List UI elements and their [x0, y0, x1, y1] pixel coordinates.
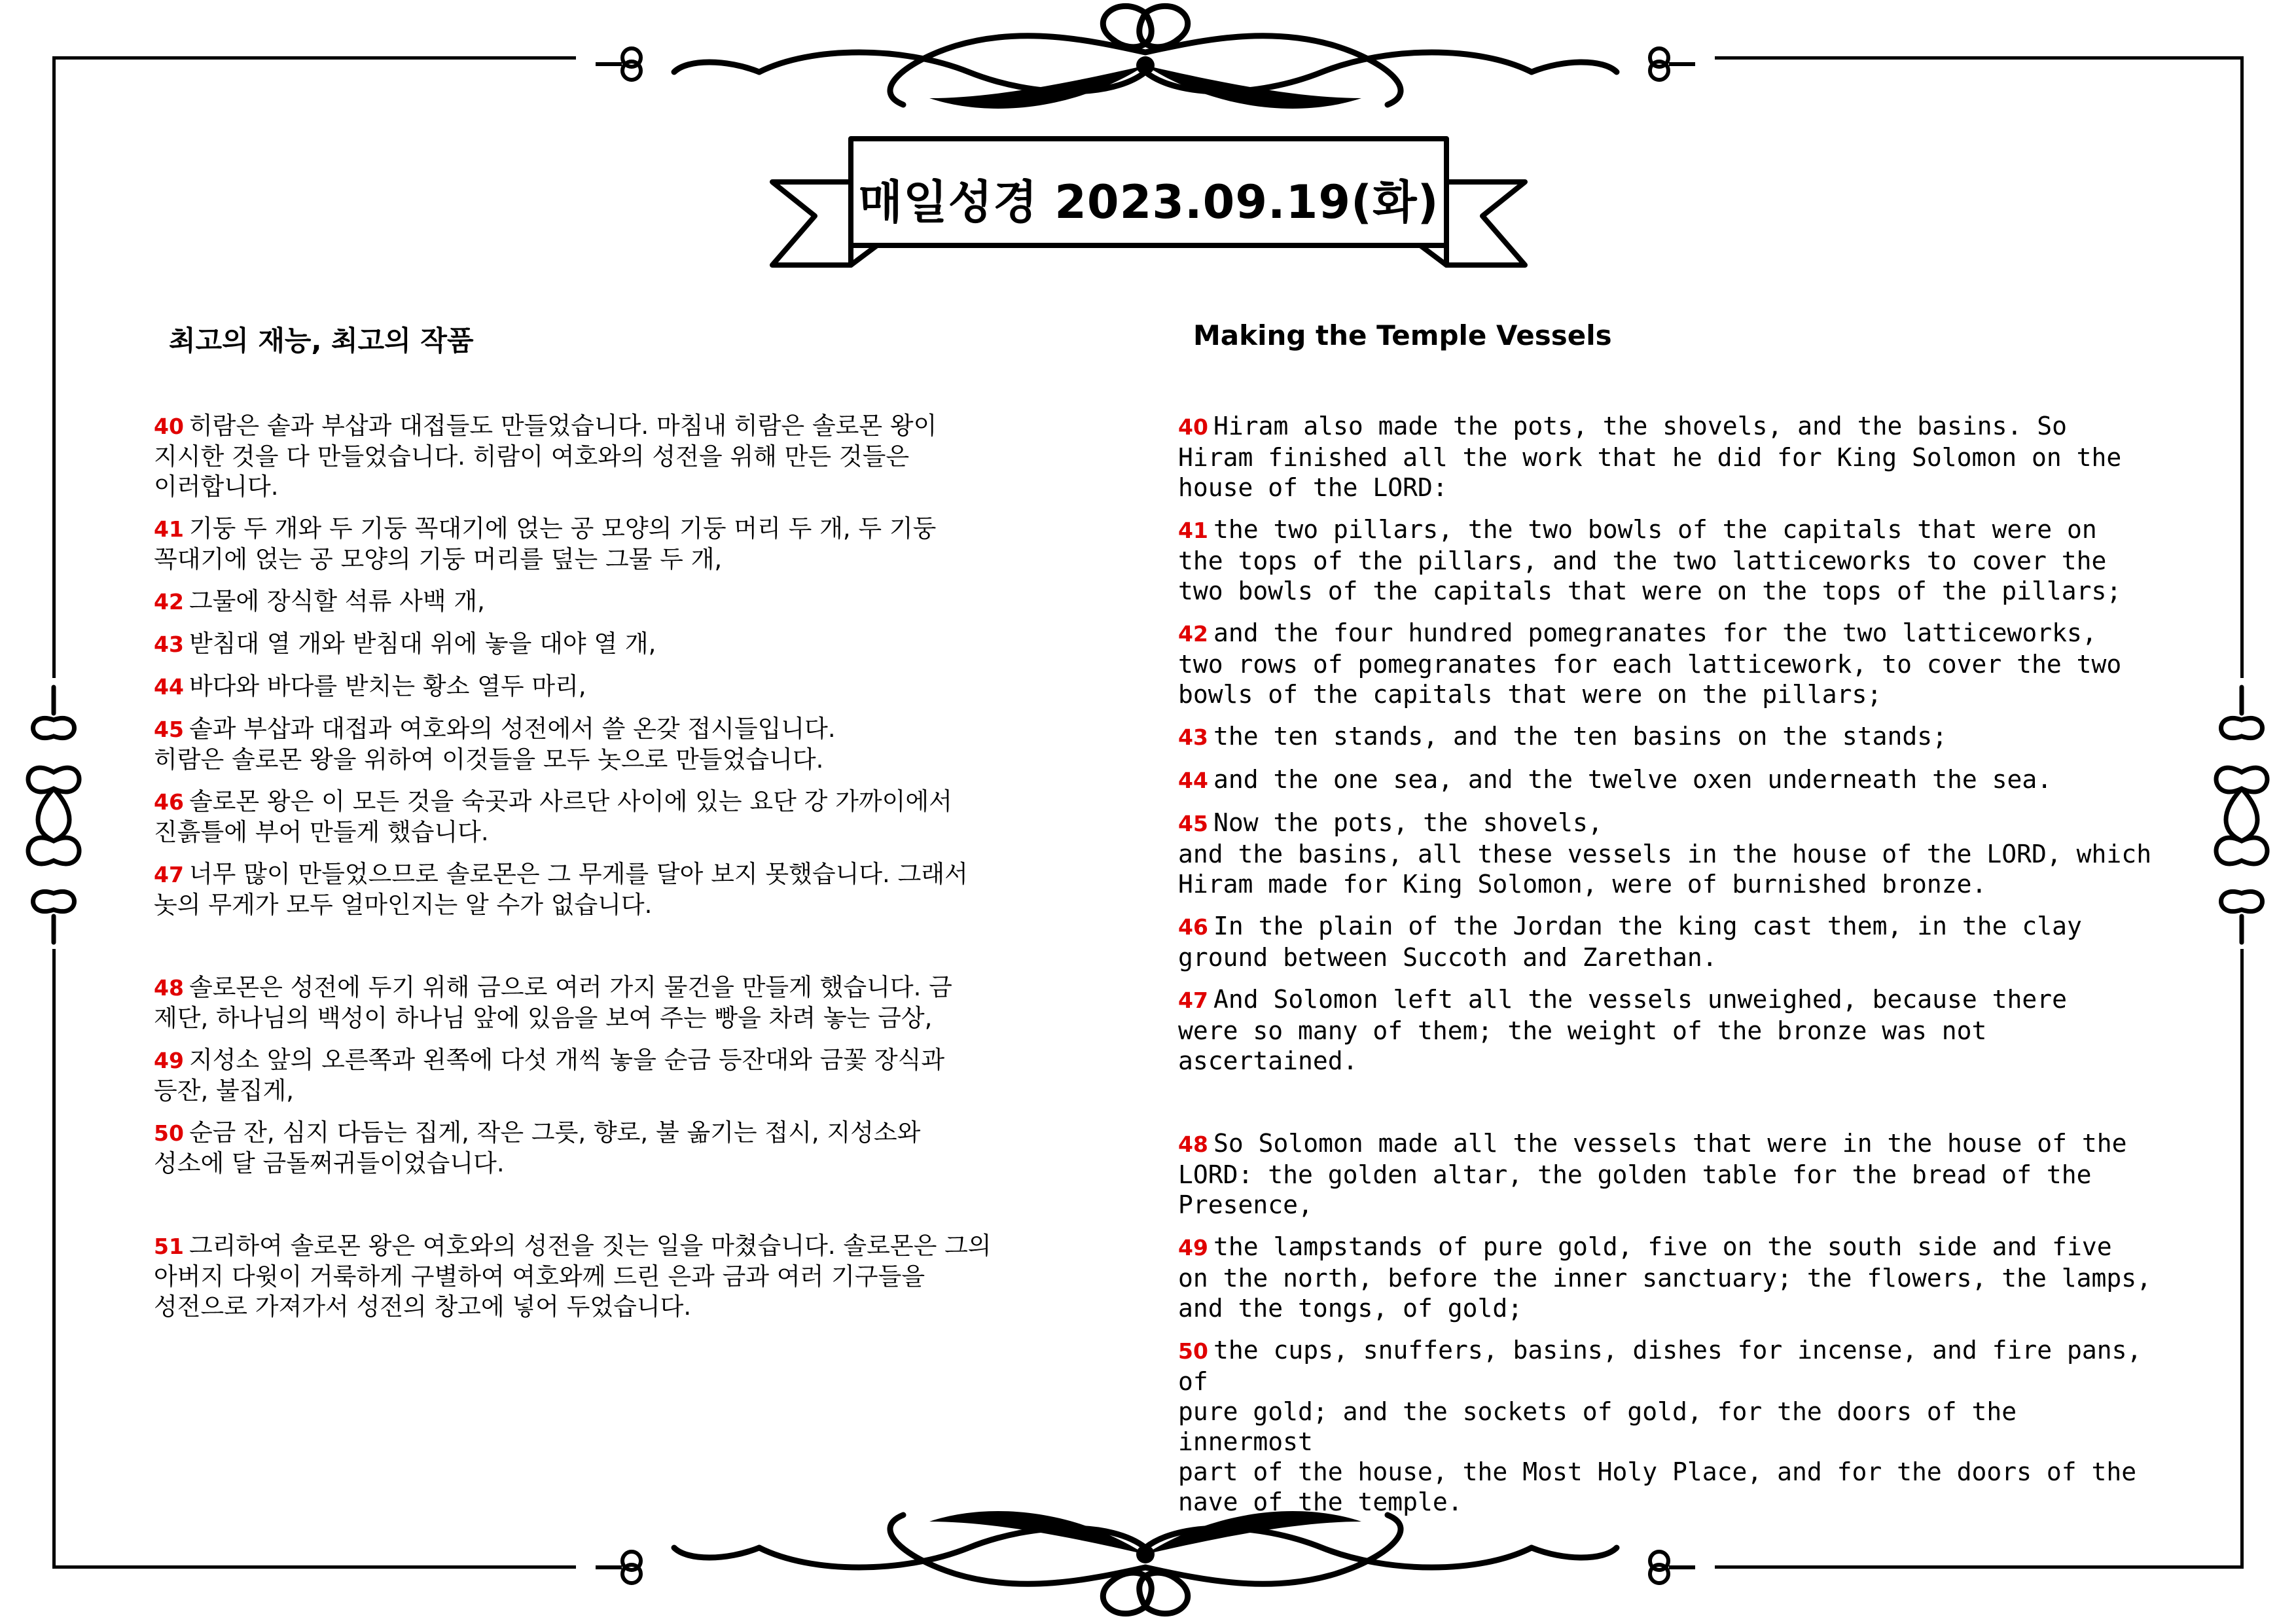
- verse-text: and the one sea, and the twelve oxen underneath the sea.: [1213, 765, 2053, 794]
- verse-number: 44: [1178, 768, 1208, 793]
- verse-text: 순금 잔, 심지 다듬는 집게, 작은 그릇, 향로, 불 옮기는 접시, 지성소와 성소에 달 금돌쩌귀들이었습니다.: [154, 1118, 921, 1177]
- frame-top-right-line: [1715, 56, 2244, 60]
- verse-text: And Solomon left all the vessels unweighed, because there were so many of them; the weight of the bronze was not ascertained.: [1178, 985, 2067, 1075]
- verse-en-41: [1178, 514, 2160, 606]
- verse-text: 너무 많이 만들었으므로 솔로몬은 그 무게를 달아 보지 못했습니다. 그래서 놋의 무게가 모두 얼마인지는 알 수가 없습니다.: [154, 860, 968, 919]
- verse-ko-48: [154, 972, 1096, 1033]
- verse-en-45: [1178, 808, 2160, 899]
- verse-text: 받침대 열 개와 받침대 위에 놓을 대야 열 개,: [188, 630, 656, 658]
- frame-top-left-line: [52, 56, 576, 60]
- verse-number: 40: [154, 414, 184, 439]
- verse-ko-50: [154, 1118, 1096, 1179]
- verse-en-46: [1178, 911, 2160, 972]
- verse-text: the lampstands of pure gold, five on the south side and five on the north, before the inner sanctuary; the flowers, the lamps, and the tongs, of gold;: [1178, 1232, 2152, 1323]
- verse-ko-45: [154, 714, 1096, 775]
- frame-bottom-left-line: [52, 1565, 576, 1569]
- verse-text: the ten stands, and the ten basins on the stands;: [1213, 722, 1947, 751]
- verse-text: Now the pots, the shovels, and the basins, all these vessels in the house of the LORD, which Hiram made for King Solomon, were of burnished bronze.: [1178, 808, 2152, 899]
- verse-number: 46: [1178, 914, 1208, 940]
- verse-text: 솔로몬 왕은 이 모든 것을 숙곳과 사르단 사이에 있는 요단 강 가까이에서 진흙틀에 부어 만들게 했습니다.: [154, 787, 952, 846]
- verse-number: 40: [1178, 414, 1208, 440]
- frame-left-lower-line: [52, 949, 56, 1569]
- frame-right-upper-line: [2240, 56, 2244, 678]
- verse-number: 49: [1178, 1235, 1208, 1260]
- verse-en-43: [1178, 721, 2160, 753]
- verse-number: 50: [154, 1120, 184, 1146]
- verse-text: So Solomon made all the vessels that were in the house of the LORD: the golden altar, the golden table for the bread of the Presence,: [1178, 1129, 2127, 1219]
- verse-en-47: [1178, 984, 2160, 1076]
- verse-text: 솔로몬은 성전에 두기 위해 금으로 여러 가지 물건을 만들게 했습니다. 금 제단, 하나님의 백성이 하나님 앞에 있음을 보여 주는 빵을 차려 놓는 금상,: [154, 973, 952, 1032]
- verse-number: 47: [154, 862, 184, 887]
- verse-ko-46: [154, 787, 1096, 847]
- verse-ko-49: [154, 1045, 1096, 1106]
- verse-number: 42: [154, 589, 184, 615]
- verse-number: 42: [1178, 621, 1208, 647]
- verse-number: 48: [154, 975, 184, 1001]
- verse-ko-51: [154, 1231, 1096, 1322]
- frame-bottom-right-line: [1715, 1565, 2244, 1569]
- verse-text: and the four hundred pomegranates for the two latticeworks, two rows of pomegranates for each latticework, to cover the two bowls of the capitals that were on the pillars;: [1178, 618, 2122, 709]
- verse-en-48: [1178, 1128, 2160, 1220]
- verse-text: 그물에 장식할 석류 사백 개,: [188, 587, 485, 615]
- verse-number: 51: [154, 1234, 184, 1259]
- verse-number: 47: [1178, 988, 1208, 1013]
- verse-en-50: [1178, 1335, 2160, 1517]
- verse-text: 기둥 두 개와 두 기둥 꼭대기에 얹는 공 모양의 기둥 머리 두 개, 두 기둥 꼭대기에 얹는 공 모양의 기둥 머리를 덮는 그물 두 개,: [154, 514, 937, 573]
- right-side-ornament: [2199, 674, 2284, 955]
- page-title: 매일성경 2023.09.19(화): [858, 175, 1439, 229]
- verse-number: 45: [1178, 811, 1208, 836]
- verse-number: 50: [1178, 1338, 1208, 1364]
- verse-text: 솥과 부삽과 대접과 여호와의 성전에서 쓸 온갖 접시들입니다. 히람은 솔로몬 왕을 위하여 이것들을 모두 놋으로 만들었습니다.: [154, 715, 836, 774]
- verse-text: 히람은 솥과 부삽과 대접들도 만들었습니다. 마침내 히람은 솔로몬 왕이 지시한 것을 다 만들었습니다. 히람이 여호와의 성전을 위해 만든 것들은 이러합니다.: [154, 412, 937, 501]
- verse-ko-47: [154, 859, 1096, 920]
- verse-en-42: [1178, 618, 2160, 709]
- left-side-ornament: [13, 674, 98, 955]
- verse-number: 48: [1178, 1132, 1208, 1157]
- verse-text: 지성소 앞의 오른쪽과 왼쪽에 다섯 개씩 놓을 순금 등잔대와 금꽃 장식과 등잔, 불집게,: [154, 1046, 945, 1105]
- verse-number: 41: [1178, 518, 1208, 543]
- verse-text: In the plain of the Jordan the king cast them, in the clay ground between Succoth and Zarethan.: [1178, 912, 2082, 972]
- verse-en-40: [1178, 411, 2160, 503]
- verse-ko-42: [154, 586, 1096, 617]
- top-scroll-ornament: [563, 0, 1728, 124]
- verse-text: the two pillars, the two bowls of the capitals that were on the tops of the pillars, and the two latticeworks to cover the two bowls of the capitals that were on the tops of the pillars;: [1178, 515, 2122, 605]
- frame-left-upper-line: [52, 56, 56, 678]
- verse-number: 46: [154, 789, 184, 815]
- verse-text: the cups, snuffers, basins, dishes for incense, and fire pans, of pure gold; and the sockets of gold, for the doors of the innermost part of the house, the Most Holy Place, and for the doors of the nave of the temple.: [1178, 1336, 2142, 1516]
- korean-section-heading: 최고의 재능, 최고의 작품: [169, 325, 474, 357]
- verse-en-44: [1178, 764, 2160, 796]
- verse-number: 41: [154, 516, 184, 542]
- english-scripture-column: [1178, 411, 2160, 1529]
- verse-ko-43: [154, 629, 1096, 660]
- verse-ko-40: [154, 411, 1096, 502]
- verse-number: 43: [154, 632, 184, 657]
- frame-right-lower-line: [2240, 949, 2244, 1569]
- verse-number: 45: [154, 717, 184, 742]
- verse-text: Hiram also made the pots, the shovels, and the basins. So Hiram finished all the work that he did for King Solomon on the house of the LORD:: [1178, 412, 2122, 502]
- verse-text: 그리하여 솔로몬 왕은 여호와의 성전을 짓는 일을 마쳤습니다. 솔로몬은 그의 아버지 다윗이 거룩하게 구별하여 여호와께 드린 은과 금과 여러 기구들을 성전으로 가져가서 성전의 창고에 넣어 두었습니다.: [154, 1232, 992, 1321]
- english-section-heading: Making the Temple Vessels: [1193, 319, 1612, 351]
- verse-text: 바다와 바다를 받치는 황소 열두 마리,: [188, 672, 586, 700]
- verse-ko-44: [154, 671, 1096, 702]
- verse-number: 49: [154, 1048, 184, 1073]
- verse-number: 44: [154, 674, 184, 700]
- korean-scripture-column: [154, 411, 1096, 1334]
- verse-number: 43: [1178, 724, 1208, 750]
- verse-ko-41: [154, 514, 1096, 575]
- verse-en-49: [1178, 1232, 2160, 1323]
